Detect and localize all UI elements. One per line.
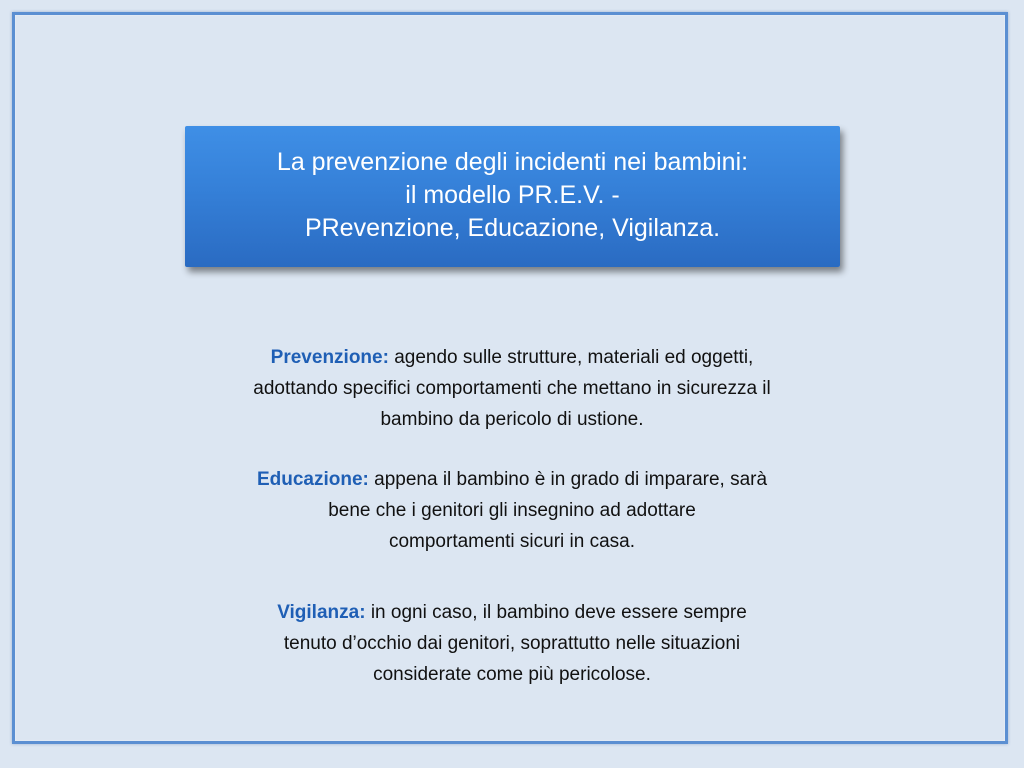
educazione-paragraph xyxy=(170,464,854,557)
title-line-3: PRevenzione, Educazione, Vigilanza. xyxy=(304,214,721,242)
educazione-line-3: comportamenti sicuri in casa. xyxy=(388,531,636,552)
educazione-line-2: bene che i genitori gli insegnino ad adottare xyxy=(328,500,696,521)
title-line-1: La prevenzione degli incidenti nei bambini: xyxy=(276,148,749,176)
vigilanza-paragraph xyxy=(170,597,854,690)
vigilanza-line-3: considerate come più pericolose. xyxy=(373,664,651,685)
vigilanza-line-2: tenuto d’occhio dai genitori, soprattutto nelle situazioni xyxy=(283,633,741,654)
prevenzione-line-3: bambino da pericolo di ustione. xyxy=(380,409,644,430)
title-box xyxy=(185,126,840,267)
prevenzione-line-2: adottando specifici comportamenti che mettano in sicurezza il xyxy=(253,378,771,399)
prevenzione-line-1: agendo sulle strutture, materiali ed oggetti, xyxy=(394,347,754,368)
title-line-2: il modello PR.E.V. - xyxy=(405,181,620,209)
prevenzione-label: Prevenzione: xyxy=(270,347,389,368)
vigilanza-line-1: in ogni caso, il bambino deve essere sempre xyxy=(370,602,747,623)
vigilanza-label: Vigilanza: xyxy=(277,602,366,623)
prevenzione-paragraph xyxy=(170,342,854,435)
educazione-label: Educazione: xyxy=(256,469,369,490)
educazione-line-1: appena il bambino è in grado di imparare, sarà xyxy=(374,469,768,490)
